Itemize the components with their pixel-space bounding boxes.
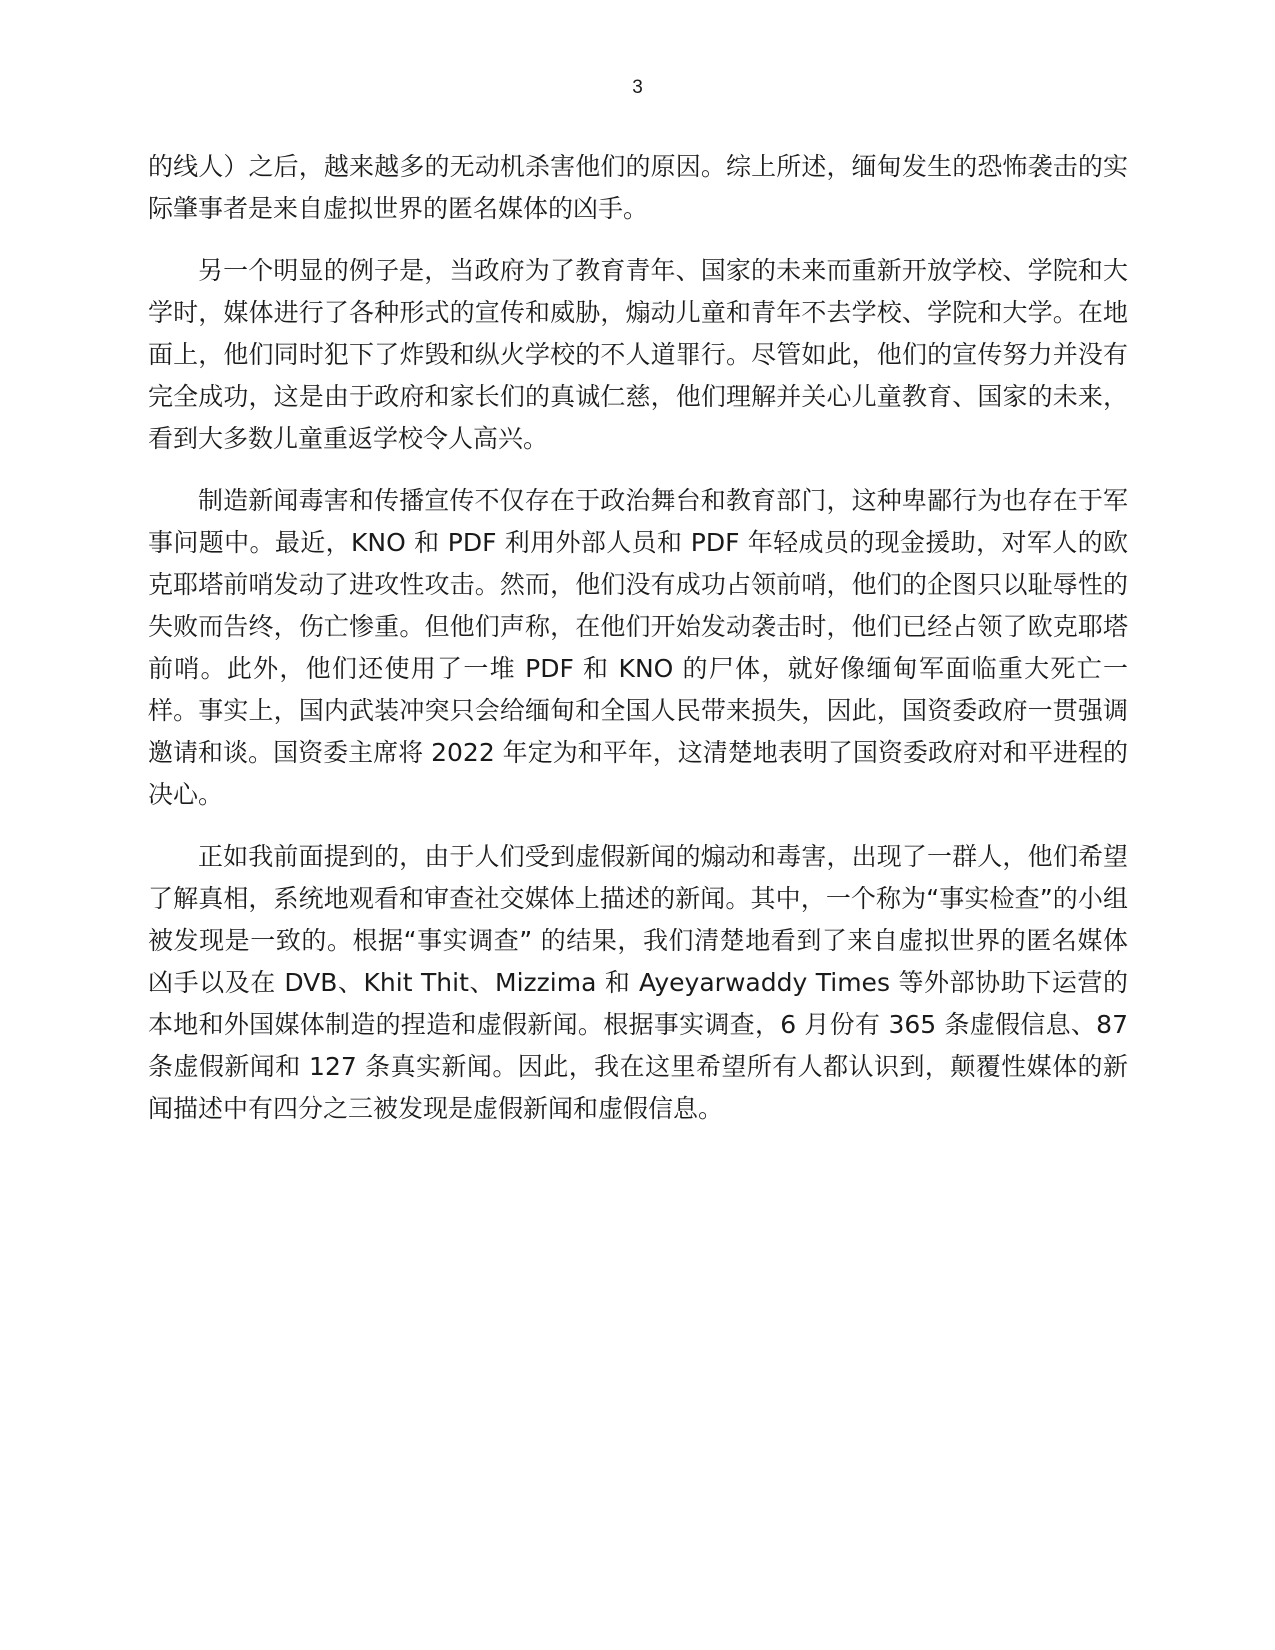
paragraph-continuation: 的线人）之后，越来越多的无动机杀害他们的原因。综上所述，缅甸发生的恐怖袭击的实际肇事者是来自虚拟世界的匿名媒体的凶手。: [148, 152, 1128, 223]
paragraph-schools-example: 另一个明显的例子是，当政府为了教育青年、国家的未来而重新开放学校、学院和大学时，媒体进行了各种形式的宣传和威胁，煽动儿童和青年不去学校、学院和大学。在地面上，他们同时犯下了炸毁和纵火学校的不人道罪行。尽管如此，他们的宣传努力并没有完全成功，这是由于政府和家长们的真诚仁慈，他们理解并关心儿童教育、国家的未来，看到大多数儿童重返学校令人高兴。: [148, 256, 1128, 453]
paragraph-military-issues: 制造新闻毒害和传播宣传不仅存在于政治舞台和教育部门，这种卑鄙行为也存在于军事问题中。最近，KNO 和 PDF 利用外部人员和 PDF 年轻成员的现金援助，对军人的欧克耶塔前哨发动了进攻性攻击。然而，他们没有成功占领前哨，他们的企图只以耻辱性的失败而告终，伤亡惨重。但他们声称，在他们开始发动袭击时，他们已经占领了欧克耶塔前哨。此外，他们还使用了一堆 PDF 和 KNO 的尸体，就好像缅甸军面临重大死亡一样。事实上，国内武装冲突只会给缅甸和全国人民带来损失，因此，国资委政府一贯强调邀请和谈。国资委主席将 2022 年定为和平年，这清楚地表明了国资委政府对和平进程的决心。: [148, 486, 1128, 809]
paragraph-fact-check: 正如我前面提到的，由于人们受到虚假新闻的煽动和毒害，出现了一群人，他们希望了解真相，系统地观看和审查社交媒体上描述的新闻。其中，一个称为“事实检查”的小组被发现是一致的。根据“事实调查” 的结果，我们清楚地看到了来自虚拟世界的匿名媒体凶手以及在 DVB、Khit Thit、Mizzima 和 Ayeyarwaddy Times 等外部协助下运营的本地和外国媒体制造的捏造和虚假新闻。根据事实调查，6 月份有 365 条虚假信息、87 条虚假新闻和 127 条真实新闻。因此，我在这里希望所有人都认识到，颠覆性媒体的新闻描述中有四分之三被发现是虚假新闻和虚假信息。: [148, 842, 1128, 1123]
document-body: [148, 146, 1128, 1150]
page-number: 3: [632, 77, 643, 98]
